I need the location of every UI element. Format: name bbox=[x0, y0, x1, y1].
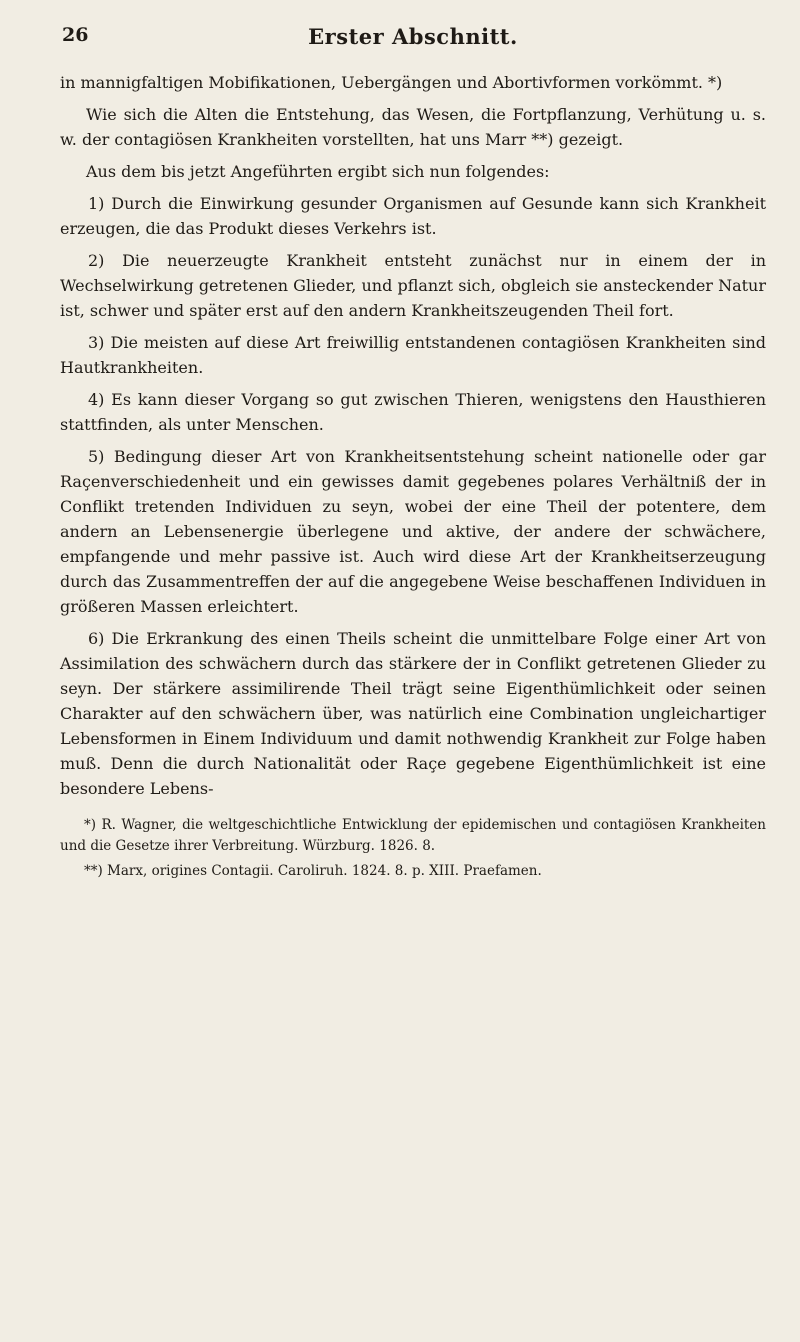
numbered-item: 4) Es kann dieser Vorgang so gut zwischen Thieren, wenigstens den Hausthieren stattfinden, als unter Menschen. bbox=[60, 390, 766, 434]
footnotes bbox=[60, 815, 766, 882]
footnote: *) R. Wagner, die weltgeschichtliche Entwicklung der epidemischen und contagiösen Krankheiten und die Gesetze ihrer Verbreitung. Würzburg. 1826. 8. bbox=[60, 817, 766, 854]
body-text bbox=[60, 70, 766, 801]
numbered-item: 5) Bedingung dieser Art von Krankheitsentstehung scheint nationelle oder gar Raçenverschiedenheit und ein gewisses damit gegebenes polares Verhältniß der in Conflikt tretenden Individuen zu seyn, wobei der eine Theil der potentere, dem andern an Lebensenergie überlegene und aktive, der andere der schwächere, empfangende und mehr passive ist. Auch wird diese Art der Krankheitserzeugung durch das Zusammentreffen der auf die angegebene Weise beschaffenen Individuen in größeren Massen erleichtert. bbox=[60, 447, 766, 616]
page-number: 26 bbox=[62, 24, 89, 46]
numbered-item: 2) Die neuerzeugte Krankheit entsteht zunächst nur in einem der in Wechselwirkung getretenen Glieder, und pflanzt sich, obgleich sie ansteckender Natur ist, schwer und später erst auf den andern Krankheitszeugenden Theil fort. bbox=[60, 251, 766, 320]
paragraph: Wie sich die Alten die Entstehung, das Wesen, die Fortpflanzung, Verhütung u. s. w. der contagiösen Krankheiten vorstellten, hat uns Marr **) gezeigt. bbox=[60, 105, 766, 149]
paragraph: Aus dem bis jetzt Angeführten ergibt sich nun folgendes: bbox=[86, 162, 550, 181]
numbered-item: 6) Die Erkrankung des einen Theils scheint die unmittelbare Folge einer Art von Assimilation des schwächern durch das stärkere der in Conflikt getretenen Glieder zu seyn. Der stärkere assimilirende Theil trägt seine Eigenthümlichkeit oder seinen Charakter auf den schwächern über, was natürlich eine Combination ungleichartiger Lebensformen in Einem Individuum und damit nothwendig Krankheit zur Folge haben muß. Denn die durch Nationalität oder Raçe gegebene Eigenthümlichkeit ist eine besondere Lebens- bbox=[60, 629, 766, 798]
numbered-item: 1) Durch die Einwirkung gesunder Organismen auf Gesunde kann sich Krankheit erzeugen, die das Produkt dieses Verkehrs ist. bbox=[60, 194, 766, 238]
paragraph-continuation: in mannigfaltigen Mobifikationen, Uebergängen und Abortivformen vorkömmt. *) bbox=[60, 73, 723, 92]
running-title: Erster Abschnitt. bbox=[308, 24, 518, 49]
page-header bbox=[60, 24, 766, 60]
numbered-item: 3) Die meisten auf diese Art freiwillig entstandenen contagiösen Krankheiten sind Hautkrankheiten. bbox=[60, 333, 766, 377]
footnote: **) Marx, origines Contagii. Caroliruh. 1824. 8. p. XIII. Praefamen. bbox=[84, 863, 542, 879]
